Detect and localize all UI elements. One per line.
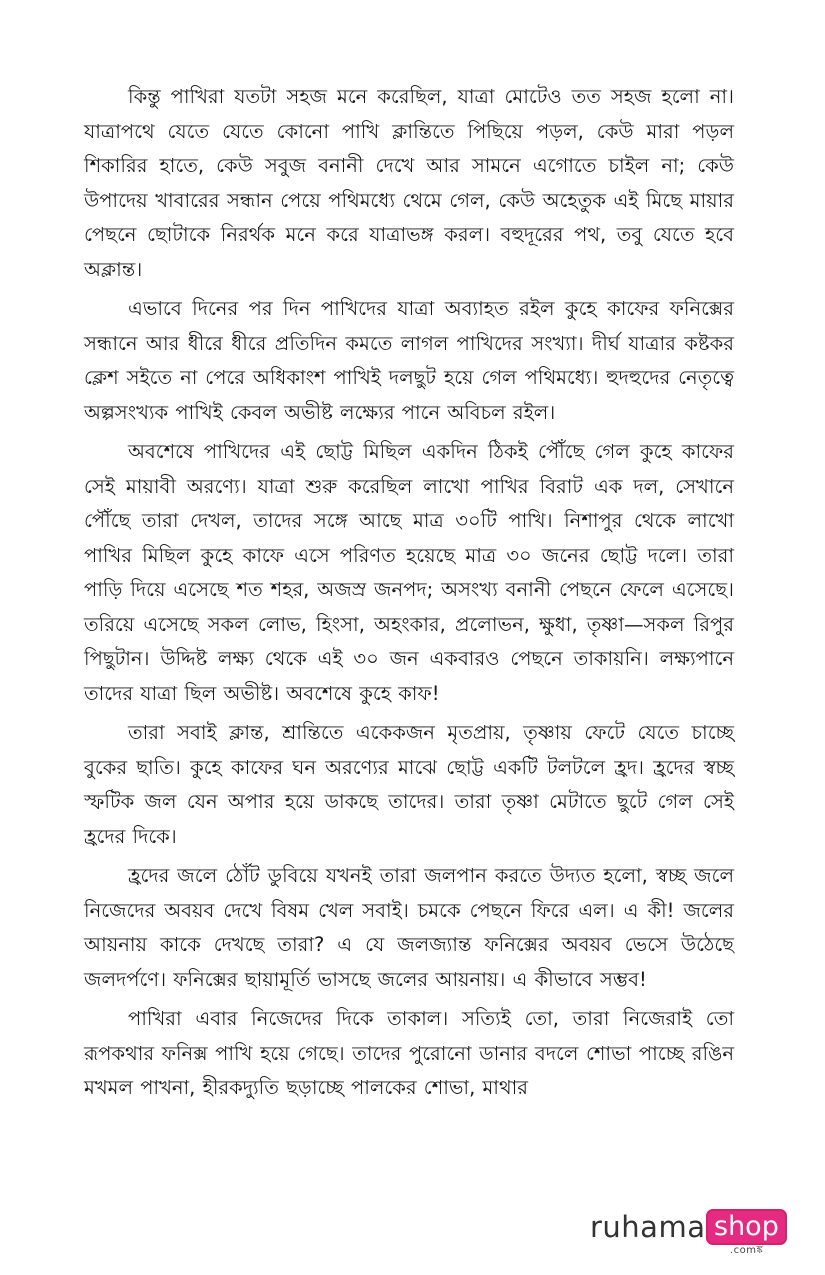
logo-text-suffix: .comঙ্ক <box>730 1245 764 1256</box>
logo-text-ruhama: ruhama <box>590 1210 706 1244</box>
page-body <box>84 80 734 1106</box>
paragraph-1: কিন্তু পাখিরা যতটা সহজ মনে করেছিল, যাত্রা মোটেও তত সহজ হলো না। যাত্রাপথে যেতে যেতে কোনো পাখি ক্লান্তিতে পিছিয়ে পড়ল, কেউ মারা পড়ল শিকারির হাতে, কেউ সবুজ বনানী দেখে আর সামনে এগোতে চাইল না; কেউ উপাদেয় খাবারের সন্ধান পেয়ে পথিমধ্যে থেমে গেল, কেউ অহেতুক এই মিছে মায়ার পেছনে ছোটাকে নিরর্থক মনে করে যাত্রাভঙ্গ করল। বহুদূরের পথ, তবু যেতে হবে অক্লান্ত। <box>84 85 734 281</box>
paragraph-6: পাখিরা এবার নিজেদের দিকে তাকাল। সত্যিই তো, তারা নিজেরাই তো রূপকথার ফনিক্স পাখি হয়ে গেছে। তাদের পুরোনো ডানার বদলে শোভা পাচ্ছে রঙিন মখমল পাখনা, হীরকদ্যুতি ছড়াচ্ছে পালকের শোভা, মাথার <box>84 1007 734 1099</box>
paragraph-3: অবশেষে পাখিদের এই ছোট্ট মিছিল একদিন ঠিকই পৌঁছে গেল কুহে কাফের সেই মায়াবী অরণ্যে। যাত্রা শুরু করেছিল লাখো পাখির বিরাট এক দল, সেখানে পৌঁছে তারা দেখল, তাদের সঙ্গে আছে মাত্র ৩০টি পাখি। নিশাপুর থেকে লাখো পাখির মিছিল কুহে কাফে এসে পরিণত হয়েছে মাত্র ৩০ জনের ছোট্ট দলে। তারা পাড়ি দিয়ে এসেছে শত শহর, অজস্র জনপদ; অসংখ্য বনানী পেছনে ফেলে এসেছে। তরিয়ে এসেছে সকল লোভ, হিংসা, অহংকার, প্রলোভন, ক্ষুধা, তৃষ্ণা—সকল রিপুর পিছুটান। উদ্দিষ্ট লক্ষ্য থেকে এই ৩০ জন একবারও পেছনে তাকায়নি। লক্ষ্যপানে তাদের যাত্রা ছিল অভীষ্ট। অবশেষে কুহে কাফ! <box>84 440 734 705</box>
paragraph-2: এভাবে দিনের পর দিন পাখিদের যাত্রা অব্যাহত রইল কুহে কাফের ফনিক্সের সন্ধানে আর ধীরে ধীরে প্রতিদিন কমতে লাগল পাখিদের সংখ্যা। দীর্ঘ যাত্রার কষ্টকর ক্লেশ সইতে না পেরে অধিকাংশ পাখিই দলছুট হয়ে গেল পথিমধ্যে। হুদহুদের নেতৃত্বে অল্পসংখ্যক পাখিই কেবল অভীষ্ট লক্ষ্যের পানে অবিচল রইল। <box>84 297 734 424</box>
ruhamashop-logo <box>590 1206 780 1256</box>
paragraph-4: তারা সবাই ক্লান্ত, শ্রান্তিতে একেকজন মৃতপ্রায়, তৃষ্ণায় ফেটে যেতে চাচ্ছে বুকের ছাতি। কুহে কাফের ঘন অরণ্যের মাঝে ছোট্ট একটি টলটলে হ্রদ। হ্রদের স্বচ্ছ স্ফটিক জল যেন অপার হয়ে ডাকছে তাদের। তারা তৃষ্ণা মেটাতে ছুটে গেল সেই হ্রদের দিকে। <box>84 721 734 848</box>
logo-text-shop: shop <box>706 1209 787 1245</box>
paragraph-5: হ্রদের জলে ঠোঁট ডুবিয়ে যখনই তারা জলপান করতে উদ্যত হলো, স্বচ্ছ জলে নিজেদের অবয়ব দেখে বিষম খেল সবাই। চমকে পেছনে ফিরে এল। এ কী! জলের আয়নায় কাকে দেখছে তারা? এ যে জলজ্যান্ত ফনিক্সের অবয়ব ভেসে উঠেছে জলদর্পণে। ফনিক্সের ছায়ামূর্তি ভাসছে জলের আয়নায়। এ কীভাবে সম্ভব! <box>84 864 734 991</box>
